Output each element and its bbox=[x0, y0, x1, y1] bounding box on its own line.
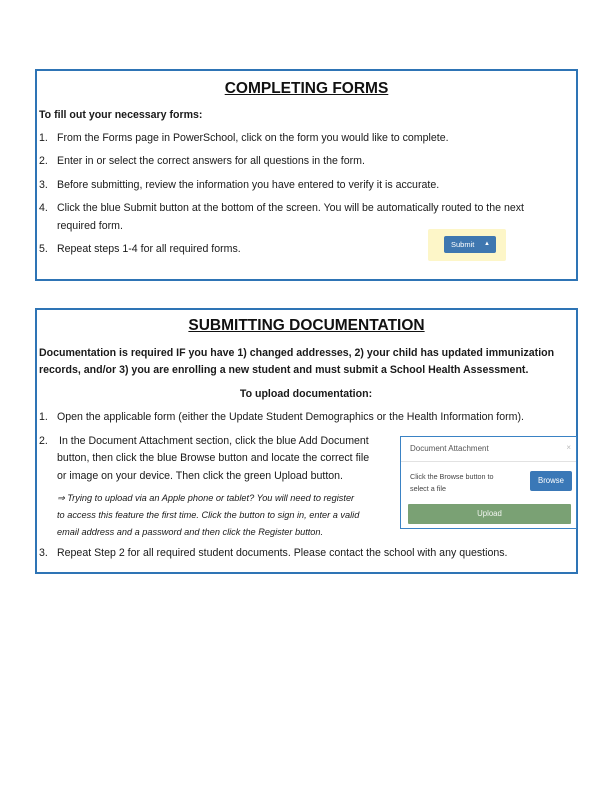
browse-button[interactable]: Browse bbox=[530, 471, 572, 491]
browse-instruction-line: select a file bbox=[410, 484, 446, 493]
step-text: Enter in or select the correct answers for all questions in the form. bbox=[57, 155, 365, 167]
step-text: Before submitting, review the information you have entered to verify it is accurate. bbox=[57, 179, 440, 191]
step-text: Repeat steps 1-4 for all required forms. bbox=[57, 243, 241, 255]
close-icon[interactable]: × bbox=[566, 443, 571, 452]
document-attachment-title: Document Attachment bbox=[410, 444, 489, 453]
notice-line: Documentation is required IF you have 1) changed addresses, 2) your child has updated immunization bbox=[39, 347, 555, 359]
step-number: 1. bbox=[39, 132, 48, 144]
step-number: 4. bbox=[39, 202, 48, 214]
step-text: From the Forms page in PowerSchool, click on the form you would like to complete. bbox=[57, 132, 449, 144]
apple-tip-line: to access this feature the first time. Click the button to sign in, enter a valid bbox=[57, 510, 360, 520]
caret-up-icon: ▲ bbox=[484, 241, 490, 247]
step-number: 3. bbox=[39, 179, 48, 191]
apple-tip-line: email address and a password and then click the Register button. bbox=[57, 527, 324, 537]
apple-tip-line: ⇒ Trying to upload via an Apple phone or tablet? You will need to register bbox=[57, 493, 355, 503]
browse-instruction bbox=[410, 471, 494, 495]
step-text: Open the applicable form (either the Update Student Demographics or the Health Information form). bbox=[57, 411, 524, 423]
step-text: required form. bbox=[57, 220, 123, 232]
step-number: 2. bbox=[39, 435, 48, 447]
browse-instruction-line: Click the Browse button to bbox=[410, 472, 494, 481]
step-text: Repeat Step 2 for all required student documents. Please contact the school with any questions. bbox=[57, 547, 508, 559]
submitting-documentation-title: SUBMITTING DOCUMENTATION bbox=[188, 317, 425, 334]
step-text: button, then click the blue Browse button and locate the correct file bbox=[57, 452, 370, 464]
upload-button[interactable]: Upload bbox=[408, 504, 571, 524]
step-number: 3. bbox=[39, 547, 48, 559]
document-attachment-panel bbox=[400, 436, 577, 529]
submit-button-image bbox=[428, 229, 506, 261]
step-text: Click the blue Submit button at the bottom of the screen. You will be automatically routed to the next bbox=[57, 202, 524, 214]
step-text: In the Document Attachment section, click the blue Add Document bbox=[59, 435, 369, 447]
submit-button-label: Submit bbox=[451, 240, 475, 249]
document-attachment-header bbox=[401, 437, 576, 462]
step-number: 5. bbox=[39, 243, 48, 255]
completing-intro: To fill out your necessary forms: bbox=[39, 109, 203, 121]
upload-heading: To upload documentation: bbox=[239, 388, 373, 400]
notice-line: records, and/or 3) you are enrolling a new student and must submit a School Health Assessment. bbox=[39, 364, 529, 376]
completing-forms-title: COMPLETING FORMS bbox=[224, 80, 389, 97]
step-text: or image on your device. Then click the green Upload button. bbox=[57, 470, 344, 482]
step-number: 2. bbox=[39, 155, 48, 167]
submit-button[interactable] bbox=[444, 236, 496, 253]
step-number: 1. bbox=[39, 411, 48, 423]
